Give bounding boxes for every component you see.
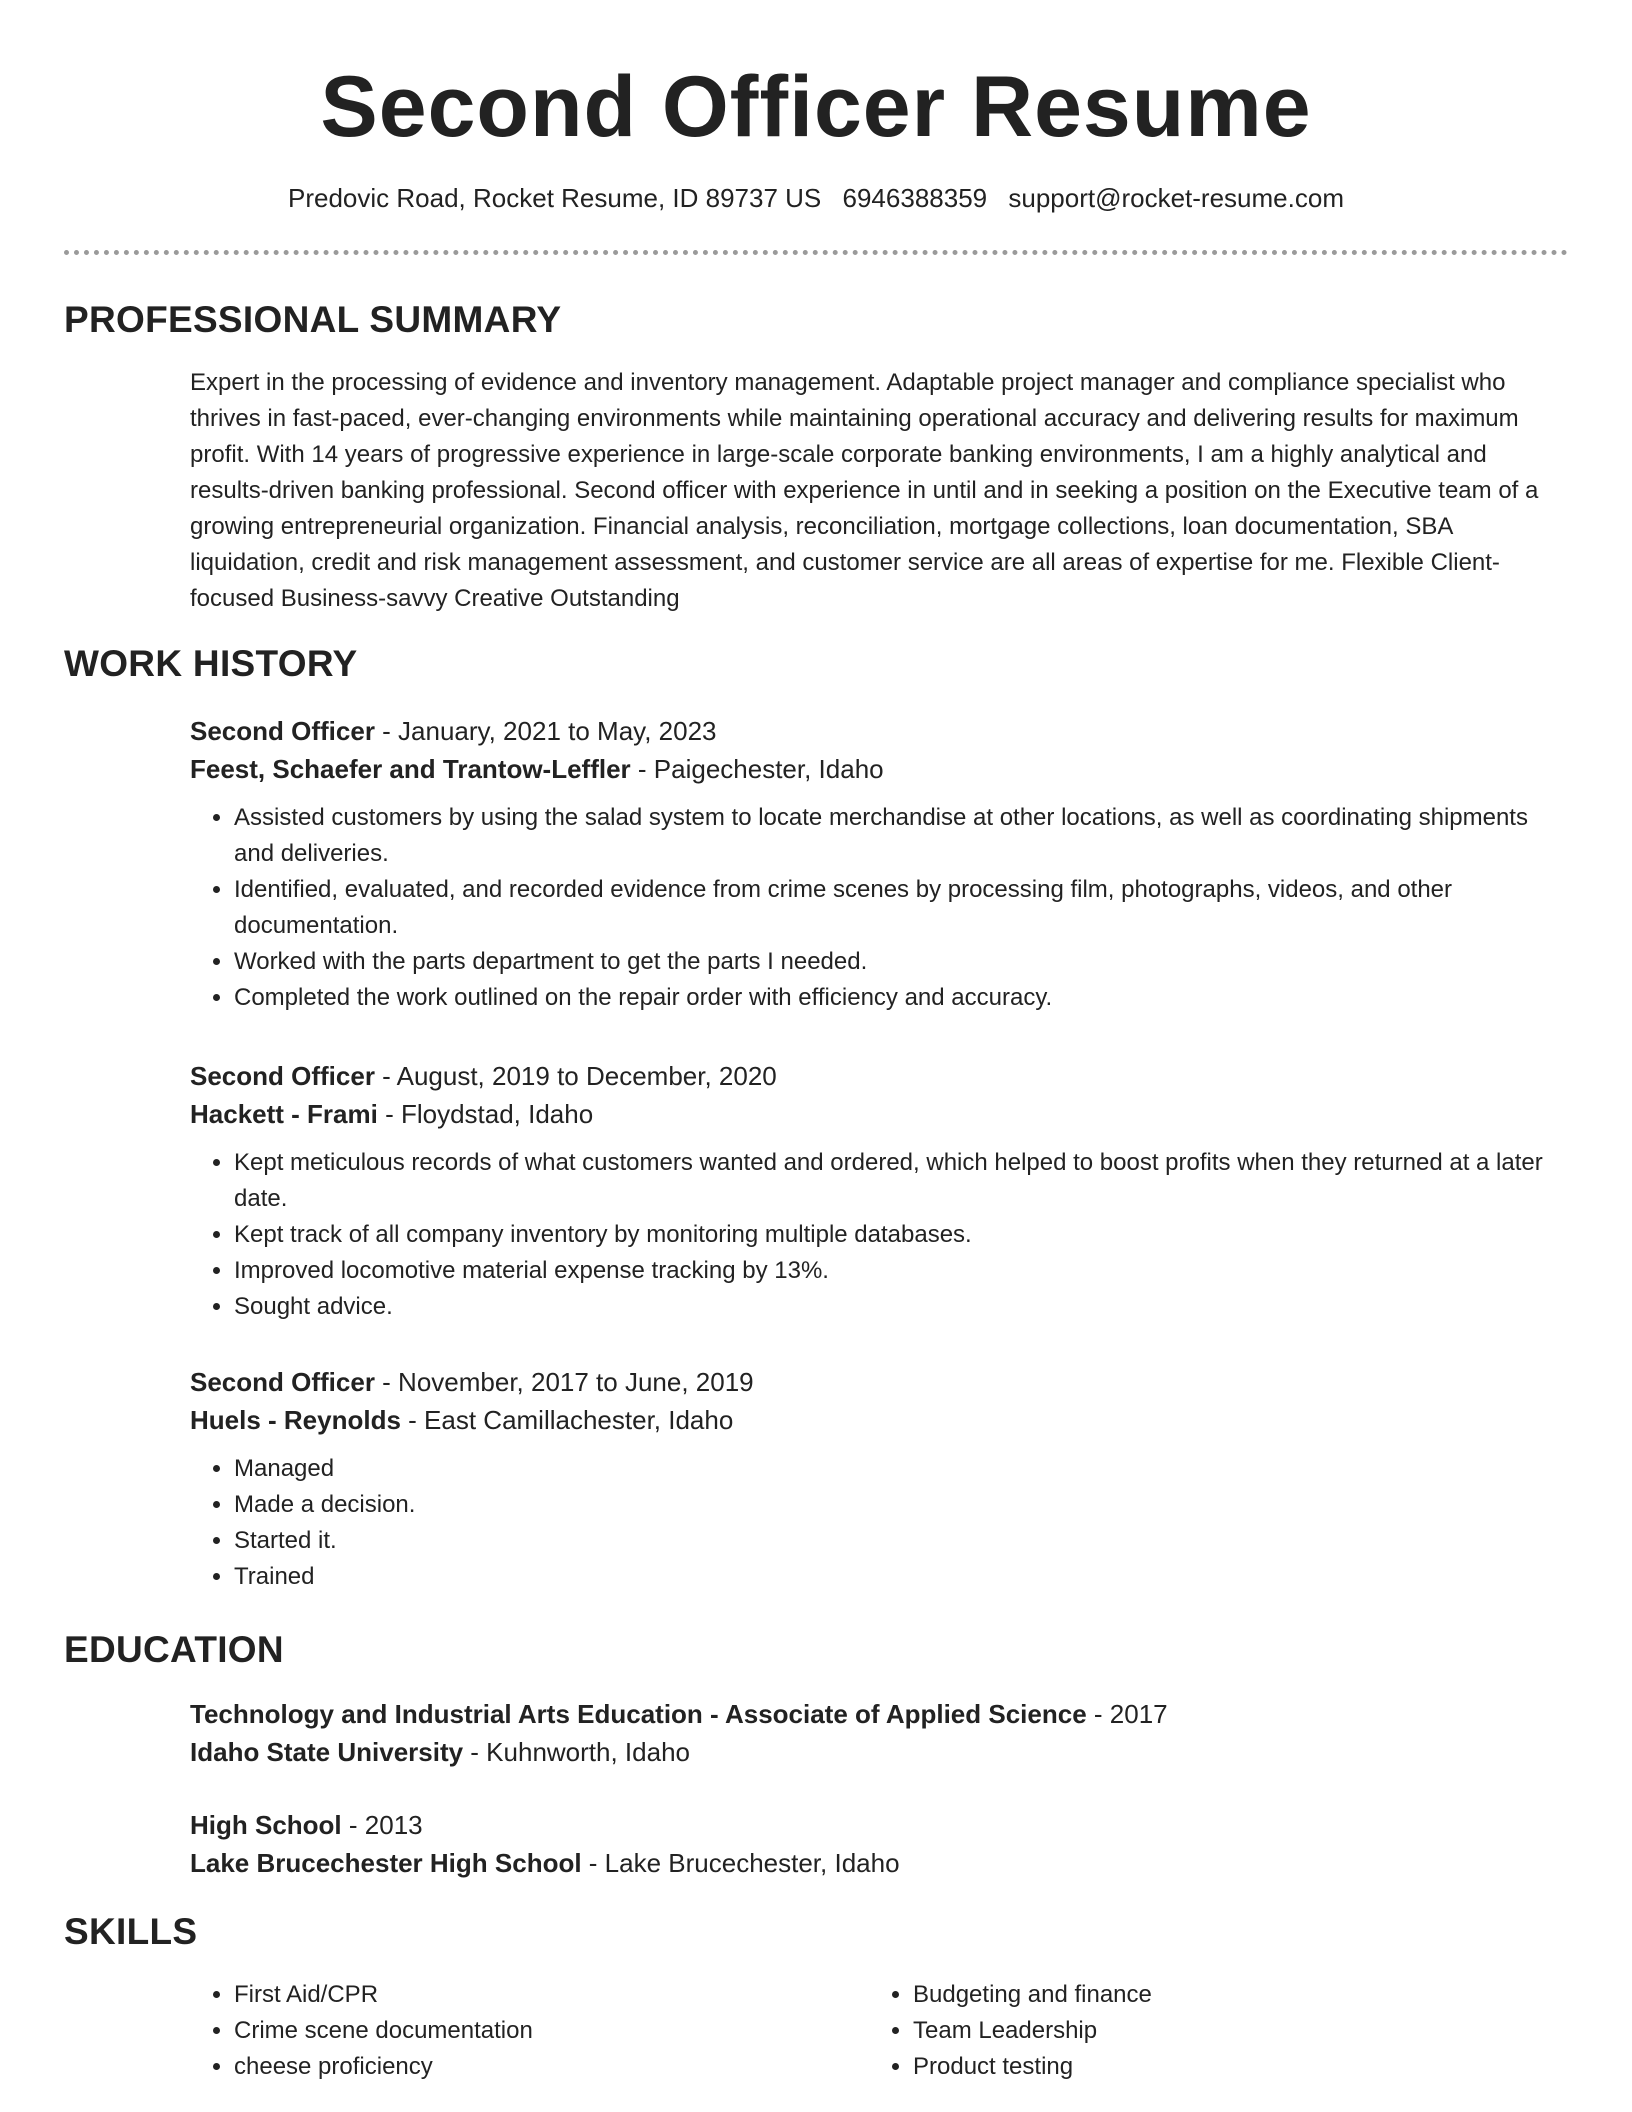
contact-phone: 6946388359 (842, 183, 988, 213)
list-item: • Kept meticulous records of what customers wanted and ordered, which helped to boost profits when they returned at a later date. (234, 1145, 1570, 1217)
job-entry (190, 712, 1570, 1016)
education-entry (190, 1695, 1570, 1771)
job-title-line (190, 1363, 1570, 1401)
contact-email: support@rocket-resume.com (1008, 183, 1344, 213)
degree-year: - 2013 (341, 1810, 423, 1840)
list-item: • First Aid/CPR (234, 1977, 830, 2013)
list-item: • Crime scene documentation (234, 2013, 830, 2049)
list-item: • cheese proficiency (234, 2049, 830, 2085)
job-dates: - November, 2017 to June, 2019 (374, 1367, 754, 1397)
contact-address: Predovic Road, Rocket Resume, ID 89737 US (288, 183, 822, 213)
skills-heading: SKILLS (64, 1911, 198, 1952)
job-location: - East Camillachester, Idaho (400, 1405, 734, 1435)
school-name: Lake Brucechester High School (190, 1848, 582, 1878)
job-entry (190, 1057, 1570, 1325)
job-bullets (190, 1451, 1570, 1595)
list-item: • Team Leadership (913, 2013, 1509, 2049)
job-company-line (190, 1095, 1570, 1133)
school-name: Idaho State University (190, 1737, 464, 1767)
skills-list-right (869, 1977, 1509, 2085)
list-item: • Made a decision. (234, 1487, 1570, 1523)
job-title-line (190, 1057, 1570, 1095)
list-item: • Improved locomotive material expense tracking by 13%. (234, 1253, 1570, 1289)
job-company-line (190, 1401, 1570, 1439)
job-location: - Paigechester, Idaho (630, 754, 884, 784)
list-item: • Trained (234, 1559, 1570, 1595)
education-entry (190, 1806, 1570, 1882)
skills-list-left (190, 1977, 830, 2085)
list-item: • Completed the work outlined on the repair order with efficiency and accuracy. (234, 980, 1570, 1016)
education-heading: EDUCATION (64, 1629, 284, 1670)
list-item: • Budgeting and finance (913, 1977, 1509, 2013)
job-company: Huels - Reynolds (190, 1405, 401, 1435)
job-title-line (190, 712, 1570, 750)
list-item: • Product testing (913, 2049, 1509, 2085)
list-item: • Sought advice. (234, 1289, 1570, 1325)
list-item: • Identified, evaluated, and recorded evidence from crime scenes by processing film, photographs, videos, and other documentation. (234, 872, 1570, 944)
degree-year: - 2017 (1086, 1699, 1168, 1729)
work-history-heading: WORK HISTORY (64, 643, 358, 684)
summary-heading: PROFESSIONAL SUMMARY (64, 299, 562, 340)
list-item: • Worked with the parts department to get the parts I needed. (234, 944, 1570, 980)
school-location: - Lake Brucechester, Idaho (581, 1848, 900, 1878)
job-title: Second Officer (190, 716, 375, 746)
list-item: • Assisted customers by using the salad system to locate merchandise at other locations, as well as coordinating shipments and deliveries. (234, 800, 1570, 872)
degree-line (190, 1695, 1570, 1733)
school-line (190, 1844, 1570, 1882)
summary-text: Expert in the processing of evidence and inventory management. Adaptable project manager and compliance specialist who thrives in fast-paced, ever-changing environments while maintaining operational accuracy and delivering results for maximum profit. With 14 years of progressive experience in large-scale corporate banking environments, I am a highly analytical and results-driven banking professional. Second officer with experience in until and in seeking a position on the Executive team of a growing entrepreneurial organization. Financial analysis, reconciliation, mortgage collections, loan documentation, SBA liquidation, credit and risk management assessment, and customer service are all areas of expertise for me. Flexible Client-focused Business-savvy Creative Outstanding (190, 369, 1539, 612)
job-entry (190, 1363, 1570, 1595)
job-dates: - August, 2019 to December, 2020 (374, 1061, 777, 1091)
degree-line (190, 1806, 1570, 1844)
header-divider (64, 250, 1568, 255)
job-title: Second Officer (190, 1061, 375, 1091)
job-bullets (190, 1145, 1570, 1325)
resume-title: Second Officer Resume (320, 59, 1312, 155)
list-item: • Managed (234, 1451, 1570, 1487)
job-location: - Floydstad, Idaho (377, 1099, 594, 1129)
job-company: Feest, Schaefer and Trantow-Leffler (190, 754, 631, 784)
degree-name: Technology and Industrial Arts Education - Associate of Applied Science (190, 1699, 1087, 1729)
degree-name: High School (190, 1810, 342, 1840)
list-item: • Started it. (234, 1523, 1570, 1559)
job-bullets (190, 800, 1570, 1016)
job-company-line (190, 750, 1570, 788)
job-title: Second Officer (190, 1367, 375, 1397)
job-dates: - January, 2021 to May, 2023 (374, 716, 717, 746)
job-company: Hackett - Frami (190, 1099, 378, 1129)
summary-section (190, 365, 1570, 617)
school-line (190, 1733, 1570, 1771)
school-location: - Kuhnworth, Idaho (463, 1737, 690, 1767)
list-item: • Kept track of all company inventory by monitoring multiple databases. (234, 1217, 1570, 1253)
contact-line (0, 180, 1632, 216)
